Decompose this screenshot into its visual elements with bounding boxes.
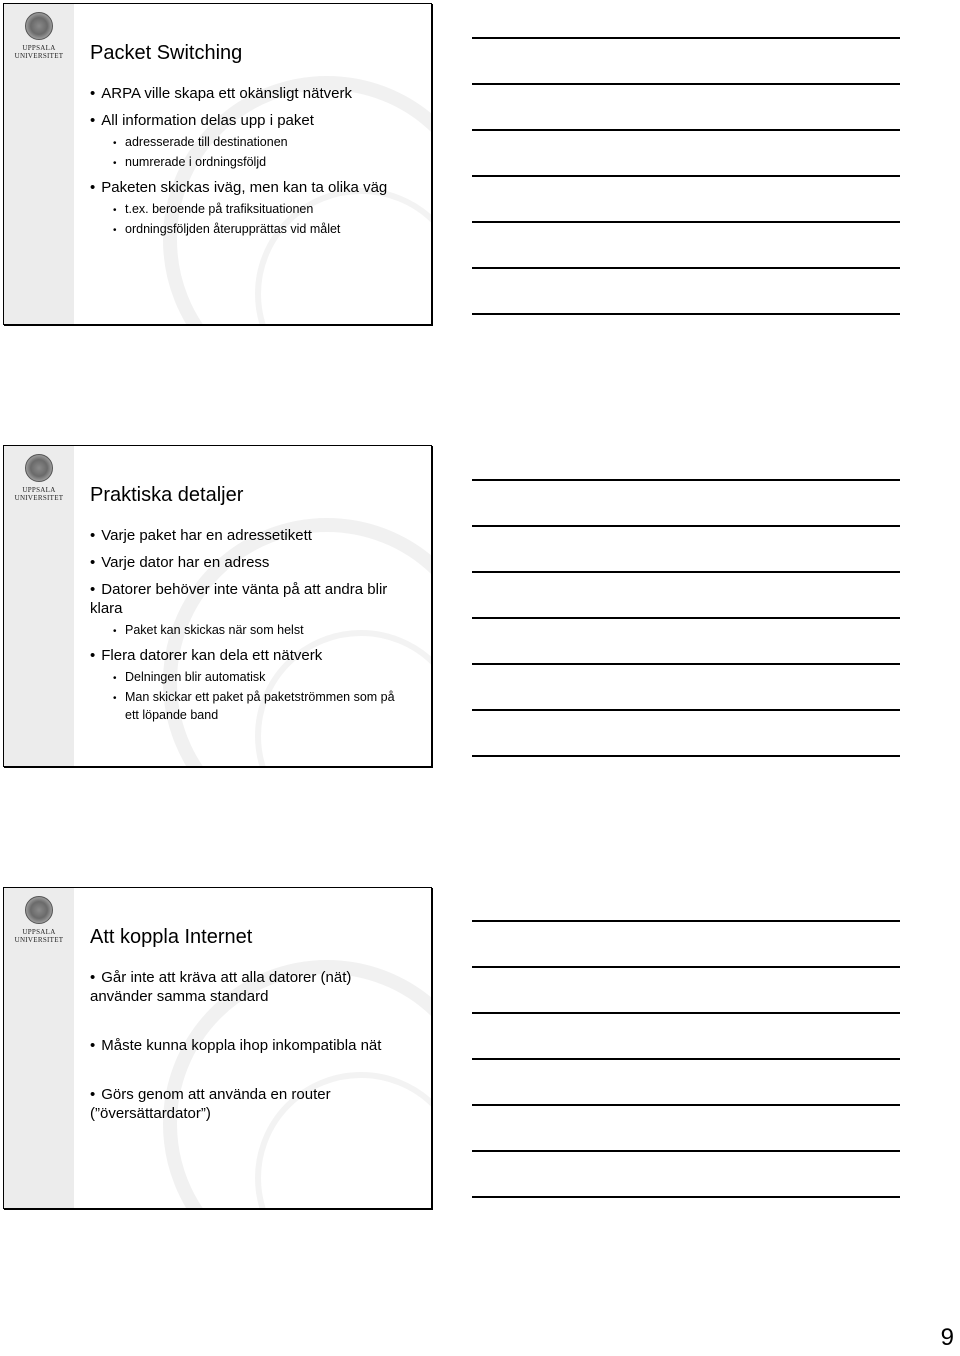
note-line xyxy=(472,1150,900,1152)
university-logo xyxy=(12,454,66,502)
note-line xyxy=(472,709,900,711)
sub-bullet-item xyxy=(113,134,403,152)
bullet-icon: • xyxy=(90,1037,96,1054)
slide-1 xyxy=(3,3,432,325)
bullet-icon: • xyxy=(90,112,96,129)
note-line xyxy=(472,571,900,573)
seal-icon xyxy=(25,896,53,924)
bullet-text: Datorer behöver inte vänta på att andra blir klara xyxy=(90,581,388,617)
sub-bullet-text: Delningen blir automatisk xyxy=(125,670,266,684)
page-number: 9 xyxy=(940,1324,954,1351)
bullet-icon: • xyxy=(113,626,117,637)
sub-bullet-text: Man skickar ett paket på paketströmmen som på ett löpande band xyxy=(125,690,395,722)
note-line xyxy=(472,313,900,315)
logo-text-1: UPPSALA xyxy=(22,486,56,494)
note-line xyxy=(472,1196,900,1198)
note-line xyxy=(472,1012,900,1014)
bullet-icon: • xyxy=(113,693,117,704)
bullet-icon: • xyxy=(113,225,117,236)
bullet-text: ARPA ville skapa ett okänsligt nätverk xyxy=(101,85,352,102)
bullet-icon: • xyxy=(113,138,117,149)
notes-lines-1 xyxy=(472,37,900,359)
slide-title: Packet Switching xyxy=(90,42,243,64)
note-line xyxy=(472,755,900,757)
sub-bullet-text: adresserade till destinationen xyxy=(125,135,288,149)
logo-text-2: UNIVERSITET xyxy=(14,494,64,502)
bullet-icon: • xyxy=(90,85,96,102)
note-line xyxy=(472,1058,900,1060)
bullet-item xyxy=(90,1085,403,1123)
notes-lines-2 xyxy=(472,479,900,801)
bullet-icon: • xyxy=(90,554,96,571)
sub-bullet-text: ordningsföljden återupprättas vid målet xyxy=(125,222,341,236)
bullet-item xyxy=(90,646,403,665)
bullet-icon: • xyxy=(113,158,117,169)
logo-text-1: UPPSALA xyxy=(22,44,56,52)
sub-bullet-item xyxy=(113,154,403,172)
slide-3 xyxy=(3,887,432,1209)
bullet-icon: • xyxy=(90,527,96,544)
sub-bullet-item xyxy=(113,201,403,219)
notes-lines-3 xyxy=(472,920,900,1242)
bullet-item xyxy=(90,1036,403,1055)
bullet-item xyxy=(90,111,403,130)
logo-text-1: UPPSALA xyxy=(22,928,56,936)
seal-icon xyxy=(25,454,53,482)
bullet-item xyxy=(90,968,403,1006)
bullet-icon: • xyxy=(90,179,96,196)
bullet-text: Varje dator har en adress xyxy=(101,554,270,571)
sub-bullet-item xyxy=(113,689,403,723)
sub-bullet-item xyxy=(113,622,403,640)
slide-content xyxy=(90,84,403,245)
bullet-text: Varje paket har en adressetikett xyxy=(101,527,312,544)
bullet-text: Flera datorer kan dela ett nätverk xyxy=(101,647,323,664)
bullet-text: Paketen skickas iväg, men kan ta olika väg xyxy=(101,179,388,196)
note-line xyxy=(472,37,900,39)
sub-bullet-item xyxy=(113,221,403,239)
seal-icon xyxy=(25,12,53,40)
note-line xyxy=(472,221,900,223)
logo-text-2: UNIVERSITET xyxy=(14,52,64,60)
slide-title: Praktiska detaljer xyxy=(90,484,244,506)
sub-bullet-text: Paket kan skickas när som helst xyxy=(125,623,304,637)
sub-bullet-text: t.ex. beroende på trafiksituationen xyxy=(125,202,314,216)
bullet-text: Måste kunna koppla ihop inkompatibla nät xyxy=(101,1037,382,1054)
bullet-text: All information delas upp i paket xyxy=(101,112,314,129)
note-line xyxy=(472,525,900,527)
bullet-icon: • xyxy=(90,647,96,664)
bullet-item xyxy=(90,553,403,572)
bullet-item xyxy=(90,178,403,197)
note-line xyxy=(472,175,900,177)
note-line xyxy=(472,920,900,922)
bullet-icon: • xyxy=(90,969,96,986)
note-line xyxy=(472,129,900,131)
bullet-icon: • xyxy=(113,673,117,684)
note-line xyxy=(472,267,900,269)
note-line xyxy=(472,663,900,665)
slide-content xyxy=(90,968,403,1153)
bullet-text: Görs genom att använda en router (”översättardator”) xyxy=(90,1086,331,1122)
bullet-icon: • xyxy=(90,581,96,598)
logo-text-2: UNIVERSITET xyxy=(14,936,64,944)
note-line xyxy=(472,966,900,968)
bullet-item xyxy=(90,580,403,618)
sub-bullet-item xyxy=(113,669,403,687)
note-line xyxy=(472,1104,900,1106)
bullet-item xyxy=(90,526,403,545)
bullet-icon: • xyxy=(90,1086,96,1103)
slide-2 xyxy=(3,445,432,767)
note-line xyxy=(472,83,900,85)
university-logo xyxy=(12,896,66,944)
note-line xyxy=(472,617,900,619)
sub-bullet-text: numrerade i ordningsföljd xyxy=(125,155,267,169)
bullet-text: Går inte att kräva att alla datorer (nät) använder samma standard xyxy=(90,969,352,1005)
slide-content xyxy=(90,526,403,729)
university-logo xyxy=(12,12,66,60)
slide-title: Att koppla Internet xyxy=(90,926,253,948)
bullet-item xyxy=(90,84,403,103)
bullet-icon: • xyxy=(113,205,117,216)
note-line xyxy=(472,479,900,481)
